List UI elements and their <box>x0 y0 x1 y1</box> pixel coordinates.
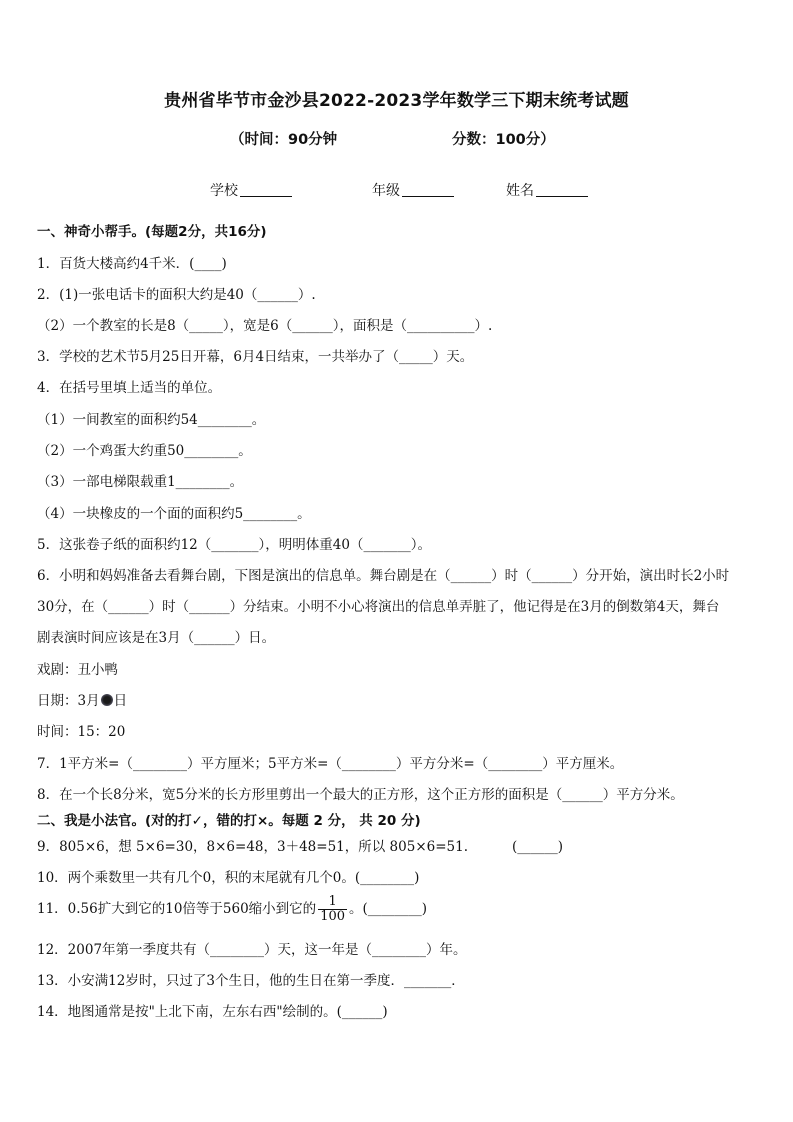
info-sheet-time: 时间：15：20 <box>37 724 126 740</box>
question-line: （2）一个鸡蛋大约重50________。 <box>37 443 252 459</box>
school-field[interactable]: 学校 <box>210 180 292 200</box>
question-line: 4．在括号里填上适当的单位。 <box>37 380 222 396</box>
question-line: 1．百货大楼高约4千米．(____) <box>37 256 227 272</box>
question-line: 30分，在（______）时（______）分结束。小明不小心将演出的信息单弄脏了，他记得是在3月的倒数第4天，舞台 <box>37 599 720 615</box>
question-line: 12．2007年第一季度共有（________）天，这一年是（________）年。 <box>37 942 467 958</box>
question-line: 9．805×6，想 5×6=30，8×6=48，3＋48=51，所以 805×6=51. (______) <box>37 839 564 855</box>
question-line: 13．小安满12岁时，只过了3个生日，他的生日在第一季度．_______． <box>37 973 465 989</box>
question-line: （2）一个教室的长是8（_____），宽是6（______），面积是（__________）. <box>37 318 493 334</box>
ink-stain-icon <box>101 694 113 706</box>
section-heading: 二、我是小法官。(对的打✓，错的打×。每题 2 分， 共 20 分) <box>37 813 421 829</box>
question-line: （4）一块橡皮的一个面的面积约5________。 <box>37 506 311 522</box>
question-line: （3）一部电梯限载重1________。 <box>37 474 244 490</box>
total-score: 分数：100分） <box>452 132 555 148</box>
grade-field[interactable]: 年级 <box>372 180 454 200</box>
question-line: 7．1平方米=（________）平方厘米；5平方米=（________）平方分米=（________）平方厘米。 <box>37 756 624 772</box>
question-line: 11．0.56扩大到它的10倍等于560缩小到它的 $\frac{1}{100}$ 。(________) <box>37 894 428 924</box>
question-line: 14．地图通常是按"上北下南，左东右西"绘制的。(______) <box>37 1004 388 1020</box>
time-limit: （时间：90分钟 <box>230 132 338 148</box>
info-sheet-play: 戏剧：丑小鸭 <box>37 662 118 678</box>
question-line: 3．学校的艺术节5月25日开幕，6月4日结束，一共举办了（_____）天。 <box>37 349 474 365</box>
question-line: 10．两个乘数里一共有几个0，积的末尾就有几个0。(________) <box>37 870 420 886</box>
question-line: 8．在一个长8分米，宽5分米的长方形里剪出一个最大的正方形，这个正方形的面积是（______）平方分米。 <box>37 787 684 803</box>
section-heading: 一、神奇小帮手。(每题2分，共16分) <box>37 224 267 240</box>
fraction: $\frac{1}{100}$ <box>320 894 346 924</box>
question-line: 剧表演时间应该是在3月（______）日。 <box>37 630 276 646</box>
question-line: （1）一间教室的面积约54________。 <box>37 412 266 428</box>
exam-title: 贵州省毕节市金沙县2022-2023学年数学三下期末统考试题 <box>164 91 629 111</box>
info-sheet-date: 日期：3月 日 <box>37 693 128 709</box>
question-line: 2．(1)一张电话卡的面积大约是40（______）. <box>37 287 316 303</box>
name-field[interactable]: 姓名 <box>506 180 588 200</box>
question-line: 6．小明和妈妈准备去看舞台剧，下图是演出的信息单。舞台剧是在（______）时（______）分开始，演出时长2小时 <box>37 568 730 584</box>
question-line: 5．这张卷子纸的面积约12（_______），明明体重40（_______）。 <box>37 537 431 553</box>
